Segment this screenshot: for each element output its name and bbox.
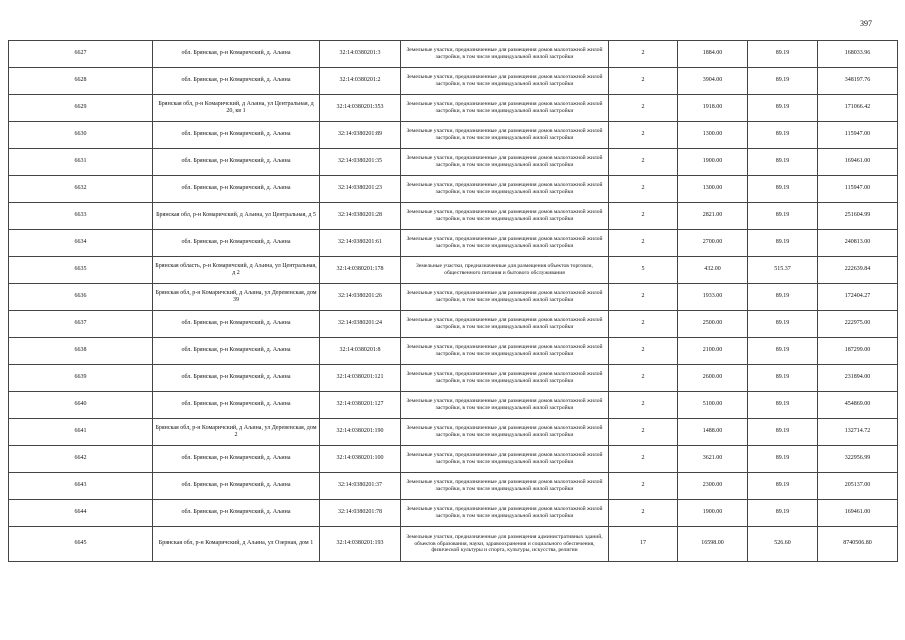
cadastral-number-cell: 32:14:0380201:89 [320, 122, 401, 149]
use-group-cell: 2 [609, 392, 678, 419]
table-row [9, 527, 898, 562]
row-number-cell: 6634 [9, 230, 153, 257]
row-number-cell: 6640 [9, 392, 153, 419]
unit-rate-cell: 89.19 [748, 473, 818, 500]
cadastral-number-cell: 32:14:0380201:23 [320, 176, 401, 203]
land-use-cell: Земельные участки, предназначенные для размещения домов малоэтажной жилой застройки, в том числе индивидуальной жилой застройки [401, 230, 609, 257]
cadastral-number-cell: 32:14:0380201:190 [320, 419, 401, 446]
address-cell: Брянская обл, р-н Комаричский, д Аљина, ул Центральная, д 20, кв 1 [153, 95, 320, 122]
cadastral-number-cell: 32:14:0380201:26 [320, 284, 401, 311]
use-group-cell: 2 [609, 122, 678, 149]
row-number-cell: 6633 [9, 203, 153, 230]
table-row [9, 122, 898, 149]
cadastral-value-cell: 169461.00 [818, 500, 898, 527]
unit-rate-cell: 89.19 [748, 203, 818, 230]
land-use-cell: Земельные участки, предназначенные для размещения объектов торговли, общественного питания и бытового обслуживания [401, 257, 609, 284]
address-cell: обл. Брянская, р-н Комаричский, д. Аљина [153, 338, 320, 365]
unit-rate-cell: 89.19 [748, 500, 818, 527]
cadastral-value-cell: 251604.99 [818, 203, 898, 230]
land-use-cell: Земельные участки, предназначенные для размещения домов малоэтажной жилой застройки, в том числе индивидуальной жилой застройки [401, 122, 609, 149]
address-cell: обл. Брянская, р-н Комаричский, д. Аљина [153, 500, 320, 527]
land-use-cell: Земельные участки, предназначенные для размещения домов малоэтажной жилой застройки, в том числе индивидуальной жилой застройки [401, 95, 609, 122]
cadastral-number-cell: 32:14:0380201:28 [320, 203, 401, 230]
cadastral-value-cell: 169461.00 [818, 149, 898, 176]
use-group-cell: 2 [609, 68, 678, 95]
row-number-cell: 6641 [9, 419, 153, 446]
land-use-cell: Земельные участки, предназначенные для размещения домов малоэтажной жилой застройки, в том числе индивидуальной жилой застройки [401, 419, 609, 446]
row-number-cell: 6643 [9, 473, 153, 500]
use-group-cell: 2 [609, 95, 678, 122]
table-row [9, 149, 898, 176]
unit-rate-cell: 89.19 [748, 284, 818, 311]
area-cell: 5100.00 [678, 392, 748, 419]
cadastral-number-cell: 32:14:0380201:193 [320, 527, 401, 562]
address-cell: обл. Брянская, р-н Комаричский, д. Аљина [153, 311, 320, 338]
area-cell: 2500.00 [678, 311, 748, 338]
cadastral-number-cell: 32:14:0380201:2 [320, 68, 401, 95]
use-group-cell: 2 [609, 446, 678, 473]
row-number-cell: 6632 [9, 176, 153, 203]
cadastral-value-cell: 168033.96 [818, 41, 898, 68]
table-row [9, 473, 898, 500]
row-number-cell: 6630 [9, 122, 153, 149]
table-row [9, 500, 898, 527]
land-use-cell: Земельные участки, предназначенные для размещения административных зданий, объектов образования, науки, здравоохранения и социального обеспечения, физической культуры и спорта, культуры, искусства, религии [401, 527, 609, 562]
cadastral-number-cell: 32:14:0380201:353 [320, 95, 401, 122]
cadastral-value-cell: 187299.00 [818, 338, 898, 365]
cadastral-value-cell: 132714.72 [818, 419, 898, 446]
row-number-cell: 6628 [9, 68, 153, 95]
address-cell: обл. Брянская, р-н Комаричский, д. Аљина [153, 473, 320, 500]
cadastral-number-cell: 32:14:0380201:100 [320, 446, 401, 473]
use-group-cell: 2 [609, 230, 678, 257]
unit-rate-cell: 89.19 [748, 122, 818, 149]
row-number-cell: 6639 [9, 365, 153, 392]
cadastral-value-cell: 454869.00 [818, 392, 898, 419]
use-group-cell: 2 [609, 365, 678, 392]
table-row [9, 41, 898, 68]
cadastral-value-cell: 222639.84 [818, 257, 898, 284]
use-group-cell: 2 [609, 176, 678, 203]
address-cell: обл. Брянская, р-н Комаричский, д. Аљина [153, 176, 320, 203]
area-cell: 2300.00 [678, 473, 748, 500]
address-cell: обл. Брянская, р-н Комаричский, д. Аљина [153, 122, 320, 149]
cadastral-value-cell: 205137.00 [818, 473, 898, 500]
table-row [9, 284, 898, 311]
land-use-cell: Земельные участки, предназначенные для размещения домов малоэтажной жилой застройки, в том числе индивидуальной жилой застройки [401, 473, 609, 500]
unit-rate-cell: 89.19 [748, 41, 818, 68]
unit-rate-cell: 89.19 [748, 419, 818, 446]
use-group-cell: 2 [609, 284, 678, 311]
cadastral-value-cell: 348197.76 [818, 68, 898, 95]
cadastral-value-cell: 231894.00 [818, 365, 898, 392]
area-cell: 1933.00 [678, 284, 748, 311]
address-cell: Брянская обл, р-н Комаричский, д Аљина, ул Деревенская, дом 39 [153, 284, 320, 311]
cadastral-number-cell: 32:14:0380201:3 [320, 41, 401, 68]
unit-rate-cell: 89.19 [748, 230, 818, 257]
area-cell: 2600.00 [678, 365, 748, 392]
land-use-cell: Земельные участки, предназначенные для размещения домов малоэтажной жилой застройки, в том числе индивидуальной жилой застройки [401, 68, 609, 95]
area-cell: 2100.00 [678, 338, 748, 365]
land-use-cell: Земельные участки, предназначенные для размещения домов малоэтажной жилой застройки, в том числе индивидуальной жилой застройки [401, 500, 609, 527]
cadastral-value-table [8, 40, 898, 562]
table-row [9, 365, 898, 392]
row-number-cell: 6637 [9, 311, 153, 338]
land-use-cell: Земельные участки, предназначенные для размещения домов малоэтажной жилой застройки, в том числе индивидуальной жилой застройки [401, 284, 609, 311]
row-number-cell: 6642 [9, 446, 153, 473]
area-cell: 1488.00 [678, 419, 748, 446]
unit-rate-cell: 89.19 [748, 311, 818, 338]
area-cell: 432.00 [678, 257, 748, 284]
land-use-cell: Земельные участки, предназначенные для размещения домов малоэтажной жилой застройки, в том числе индивидуальной жилой застройки [401, 311, 609, 338]
unit-rate-cell: 89.19 [748, 176, 818, 203]
row-number-cell: 6627 [9, 41, 153, 68]
use-group-cell: 2 [609, 311, 678, 338]
area-cell: 1900.00 [678, 500, 748, 527]
address-cell: обл. Брянская, р-н Комаричский, д. Аљина [153, 230, 320, 257]
area-cell: 1884.00 [678, 41, 748, 68]
cadastral-value-cell: 115947.00 [818, 122, 898, 149]
land-use-cell: Земельные участки, предназначенные для размещения домов малоэтажной жилой застройки, в том числе индивидуальной жилой застройки [401, 365, 609, 392]
address-cell: Брянская область, р-н Комаричский, д Аљина, ул Центральная, д 2 [153, 257, 320, 284]
unit-rate-cell: 515.37 [748, 257, 818, 284]
table-row [9, 392, 898, 419]
table-row [9, 176, 898, 203]
address-cell: обл. Брянская, р-н Комаричский, д. Аљина [153, 365, 320, 392]
cadastral-value-cell: 171066.42 [818, 95, 898, 122]
land-use-cell: Земельные участки, предназначенные для размещения домов малоэтажной жилой застройки, в том числе индивидуальной жилой застройки [401, 446, 609, 473]
land-use-cell: Земельные участки, предназначенные для размещения домов малоэтажной жилой застройки, в том числе индивидуальной жилой застройки [401, 338, 609, 365]
cadastral-number-cell: 32:14:0380201:127 [320, 392, 401, 419]
unit-rate-cell: 89.19 [748, 149, 818, 176]
area-cell: 2700.00 [678, 230, 748, 257]
unit-rate-cell: 89.19 [748, 338, 818, 365]
table-row [9, 68, 898, 95]
cadastral-number-cell: 32:14:0380201:8 [320, 338, 401, 365]
address-cell: Брянская обл, р-н Комаричский, д Аљина, ул Деревенская, дом 2 [153, 419, 320, 446]
area-cell: 1300.00 [678, 176, 748, 203]
cadastral-number-cell: 32:14:0380201:78 [320, 500, 401, 527]
table-row [9, 419, 898, 446]
cadastral-value-cell: 172404.27 [818, 284, 898, 311]
use-group-cell: 2 [609, 41, 678, 68]
cadastral-number-cell: 32:14:0380201:178 [320, 257, 401, 284]
area-cell: 1900.00 [678, 149, 748, 176]
address-cell: Брянская обл, р-н Комаричский, д Аљина, ул Озерная, дом 1 [153, 527, 320, 562]
cadastral-number-cell: 32:14:0380201:24 [320, 311, 401, 338]
area-cell: 16598.00 [678, 527, 748, 562]
area-cell: 3621.00 [678, 446, 748, 473]
cadastral-value-cell: 115947.00 [818, 176, 898, 203]
use-group-cell: 2 [609, 419, 678, 446]
unit-rate-cell: 89.19 [748, 392, 818, 419]
use-group-cell: 2 [609, 149, 678, 176]
row-number-cell: 6635 [9, 257, 153, 284]
table-row [9, 203, 898, 230]
address-cell: обл. Брянская, р-н Комаричский, д. Аљина [153, 446, 320, 473]
use-group-cell: 5 [609, 257, 678, 284]
use-group-cell: 2 [609, 473, 678, 500]
address-cell: обл. Брянская, р-н Комаричский, д. Аљина [153, 392, 320, 419]
address-cell: Брянская обл, р-н Комаричский, д Аљина, ул Центральная, д 5 [153, 203, 320, 230]
land-use-cell: Земельные участки, предназначенные для размещения домов малоэтажной жилой застройки, в том числе индивидуальной жилой застройки [401, 203, 609, 230]
unit-rate-cell: 526.60 [748, 527, 818, 562]
cadastral-value-cell: 8740506.80 [818, 527, 898, 562]
use-group-cell: 17 [609, 527, 678, 562]
table-row [9, 446, 898, 473]
page-number: 397 [860, 19, 872, 28]
use-group-cell: 2 [609, 203, 678, 230]
unit-rate-cell: 89.19 [748, 95, 818, 122]
unit-rate-cell: 89.19 [748, 68, 818, 95]
cadastral-value-cell: 240813.00 [818, 230, 898, 257]
cadastral-number-cell: 32:14:0380201:37 [320, 473, 401, 500]
table-row [9, 230, 898, 257]
table-row [9, 95, 898, 122]
area-cell: 2821.00 [678, 203, 748, 230]
table-row [9, 338, 898, 365]
area-cell: 3904.00 [678, 68, 748, 95]
unit-rate-cell: 89.19 [748, 365, 818, 392]
row-number-cell: 6638 [9, 338, 153, 365]
use-group-cell: 2 [609, 500, 678, 527]
table-row [9, 311, 898, 338]
land-use-cell: Земельные участки, предназначенные для размещения домов малоэтажной жилой застройки, в том числе индивидуальной жилой застройки [401, 392, 609, 419]
area-cell: 1918.00 [678, 95, 748, 122]
land-use-cell: Земельные участки, предназначенные для размещения домов малоэтажной жилой застройки, в том числе индивидуальной жилой застройки [401, 149, 609, 176]
address-cell: обл. Брянская, р-н Комаричский, д. Аљина [153, 41, 320, 68]
table-row [9, 257, 898, 284]
cadastral-number-cell: 32:14:0380201:35 [320, 149, 401, 176]
row-number-cell: 6629 [9, 95, 153, 122]
area-cell: 1300.00 [678, 122, 748, 149]
row-number-cell: 6645 [9, 527, 153, 562]
cadastral-value-cell: 222975.00 [818, 311, 898, 338]
row-number-cell: 6631 [9, 149, 153, 176]
row-number-cell: 6636 [9, 284, 153, 311]
use-group-cell: 2 [609, 338, 678, 365]
cadastral-value-cell: 322956.99 [818, 446, 898, 473]
row-number-cell: 6644 [9, 500, 153, 527]
cadastral-number-cell: 32:14:0380201:121 [320, 365, 401, 392]
address-cell: обл. Брянская, р-н Комаричский, д. Аљина [153, 68, 320, 95]
land-use-cell: Земельные участки, предназначенные для размещения домов малоэтажной жилой застройки, в том числе индивидуальной жилой застройки [401, 176, 609, 203]
address-cell: обл. Брянская, р-н Комаричский, д. Аљина [153, 149, 320, 176]
land-use-cell: Земельные участки, предназначенные для размещения домов малоэтажной жилой застройки, в том числе индивидуальной жилой застройки [401, 41, 609, 68]
cadastral-number-cell: 32:14:0380201:61 [320, 230, 401, 257]
unit-rate-cell: 89.19 [748, 446, 818, 473]
